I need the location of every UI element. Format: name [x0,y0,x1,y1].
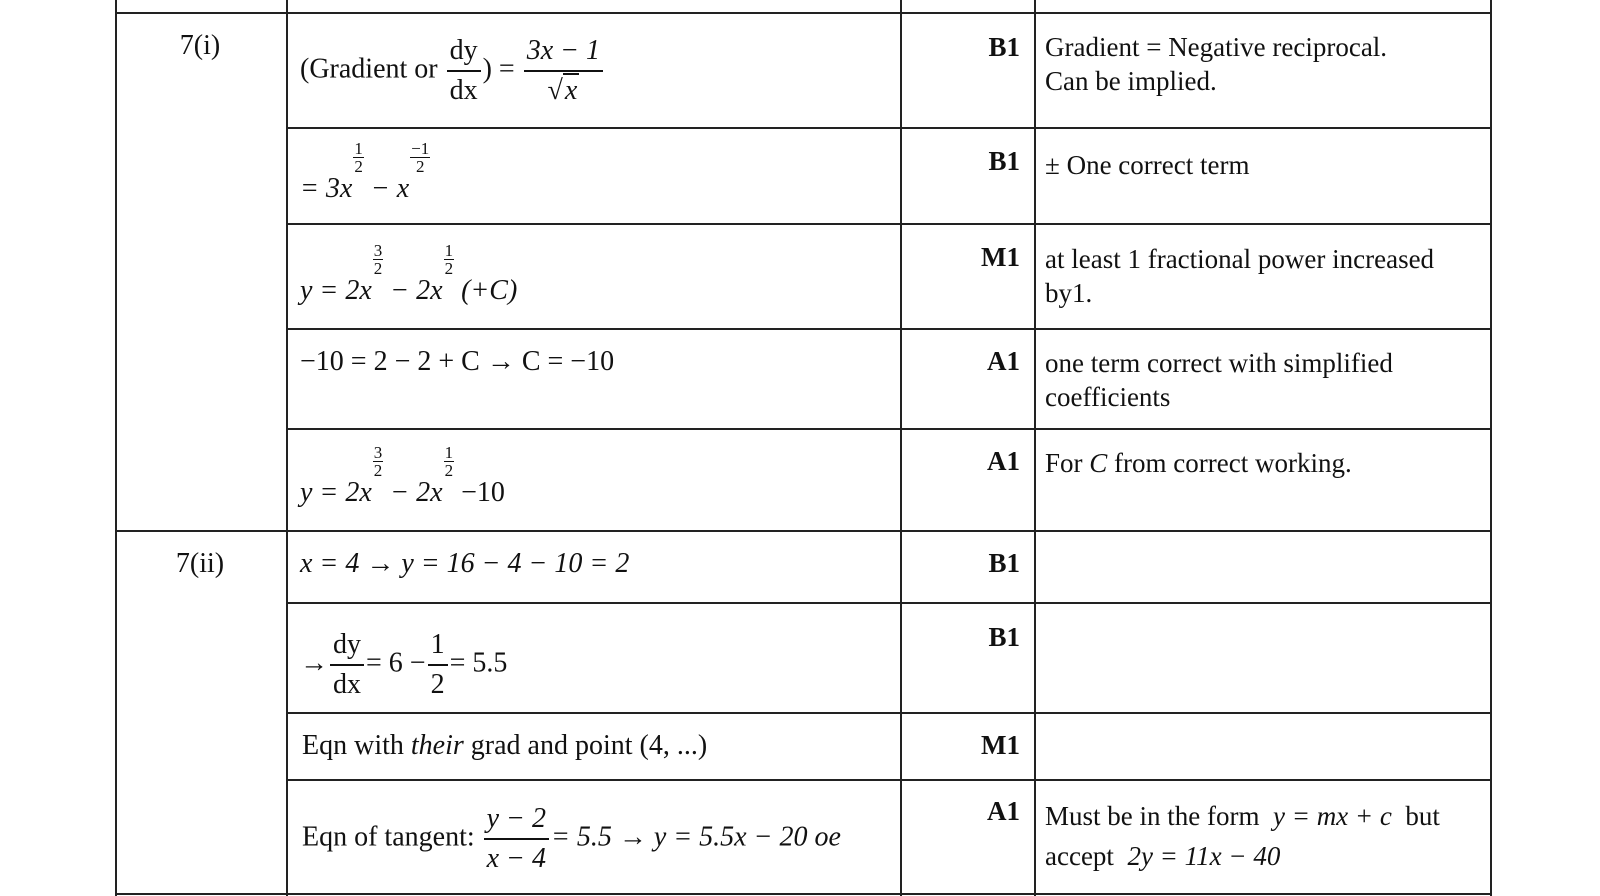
row-divider [115,12,1492,14]
mark-code: A1 [987,346,1020,376]
answer-integration: y = 2x $\frac{3}{2}$ − 2x $\frac{1}{2}$ (+C) [300,241,518,306]
row-divider [286,428,1492,430]
guidance-text: at least 1 fractional power increased by1. [1045,244,1435,308]
table-border-right [1490,0,1492,896]
table-divider-answer [900,0,902,896]
row-divider [286,712,1492,714]
mark-code: B1 [988,622,1020,652]
mark-code: B1 [988,32,1020,62]
mark-code: A1 [987,446,1020,476]
guidance-text: Gradient = Negative reciprocal. Can be implied. [1045,32,1388,96]
answer-tangent-method: Eqn with their grad and point (4, ...) [302,730,708,761]
mark-code: M1 [981,242,1020,272]
row-divider [286,127,1492,129]
answer-final-equation: y = 2x $\frac{3}{2}$ − 2x $\frac{1}{2}$ −10 [300,443,505,508]
row-divider [286,223,1492,225]
answer-gradient-value: → $\frac{dy}{dx}$ = 6 − $\frac{1}{2}$ = 5.5 [300,626,507,704]
row-divider [286,328,1492,330]
table-divider-marks [1034,0,1036,896]
mark-code: A1 [987,796,1020,826]
row-divider [115,893,1492,895]
guidance-text: one term correct with simplified coefficients [1045,348,1393,412]
table-divider-question [286,0,288,896]
row-divider [286,779,1492,781]
answer-derivative-terms: = 3x $\frac{1}{2}$ − x $\frac{-1}{2}$ [300,139,430,204]
question-number: 7(i) [179,30,221,61]
guidance-text: For C from correct working. [1045,448,1352,478]
mark-code: M1 [981,730,1020,760]
mark-code: B1 [988,548,1020,578]
row-divider [286,602,1492,604]
guidance-text: ± One correct term [1045,150,1250,180]
answer-constant: −10 = 2 − 2 + C → C = −10 [300,346,615,377]
mark-code: B1 [988,146,1020,176]
answer-gradient: (Gradient or $\frac{dy}{dx}$ ) = $\frac{3x - 1}{√x}$ [300,32,605,110]
answer-tangent-equation: Eqn of tangent: $\frac{y - 2}{x - 4}$ = 5.5 → y = 5.5x − 20 oe [302,800,841,878]
answer-point: x = 4 → y = 16 − 4 − 10 = 2 [300,548,630,579]
row-divider [115,530,1492,532]
guidance-text: Must be in the form y = mx + c but accept 2y = 11x − 40 [1045,801,1440,871]
table-border-left [115,0,117,896]
question-number: 7(ii) [175,548,225,579]
